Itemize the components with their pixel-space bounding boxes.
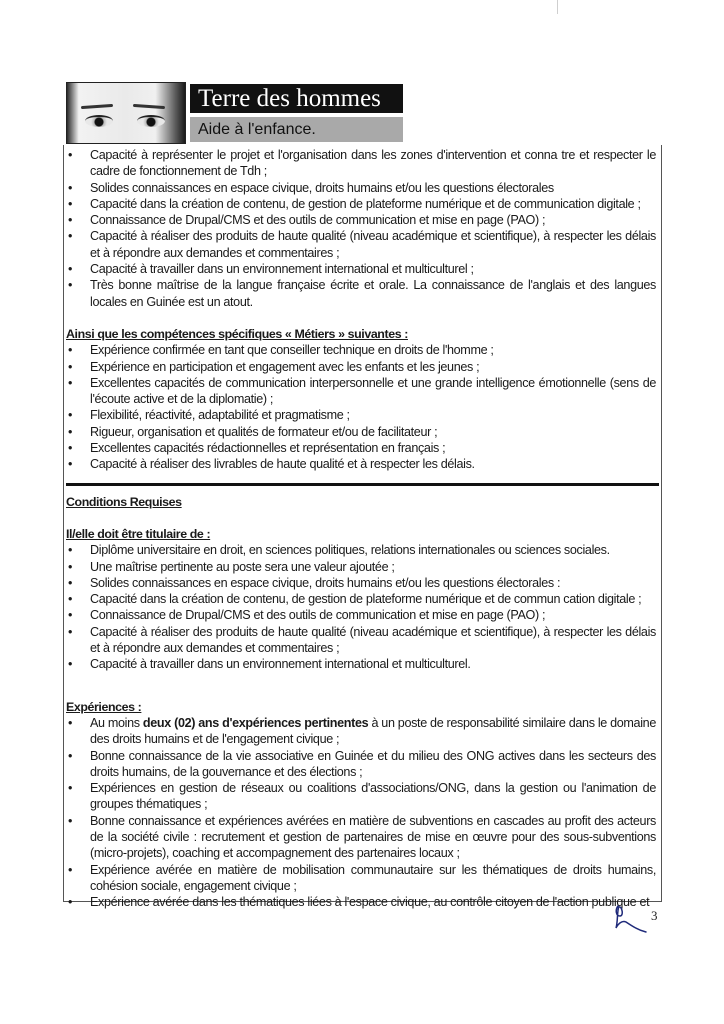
intro-skills-list <box>66 147 656 310</box>
list-item: • Très bonne maîtrise de la langue française écrite et orale. La connaissance de l'anglais et des langues locales en Guinée est un atout. <box>68 278 656 309</box>
bullet-icon: • <box>68 180 73 195</box>
list-item: • Connaissance de Drupal/CMS et des outils de communication et mise en page (PAO) ; <box>68 213 546 228</box>
list-item: • Capacité à réaliser des produits de haute qualité (niveau académique et scientifique), à respecter les délais et à répondre aux demandes et commentaires ; <box>68 624 656 656</box>
list-item: • Connaissance de Drupal/CMS et des outils de communication et mise en page (PAO) ; <box>68 608 546 623</box>
experiences-heading: Expériences : <box>66 699 142 714</box>
list-item: • Bonne connaissance de la vie associative en Guinée et du milieu des ONG actives dans les secteurs des droits humains, de la gouvernance et des élections ; <box>68 748 656 779</box>
list-item: • Capacité à travailler dans un environnement international et multiculturel. <box>68 657 471 672</box>
emphasis-text: deux (02) ans d'expériences pertinentes <box>142 715 369 730</box>
page-number: 3 <box>651 908 658 923</box>
list-item: • Expérience en participation et engagement avec les enfants et les jeunes ; <box>68 359 480 374</box>
bullet-icon: • <box>68 862 73 877</box>
list-item: • Flexibilité, réactivité, adaptabilité et pragmatisme ; <box>68 408 350 423</box>
conditions-heading: Conditions Requises <box>66 494 182 509</box>
list-item: • Capacité dans la création de contenu, de gestion de plateforme numérique et de commun cation digitale ; <box>68 592 642 607</box>
conditions-list <box>66 542 656 672</box>
list-item: • Expérience avérée dans les thématiques liées à l'espace civique, au contrôle citoyen de l'action publique et <box>68 895 650 910</box>
bullet-icon: • <box>68 441 73 456</box>
list-item: • Rigueur, organisation et qualités de formateur et/ou de facilitateur ; <box>68 424 438 439</box>
section-divider <box>66 483 659 486</box>
bullet-icon: • <box>68 715 73 730</box>
list-item: • Capacité à réaliser des produits de haute qualité (niveau académique et scientifique), à respecter les délais et à répondre aux demandes et commentaires ; <box>68 229 656 260</box>
bullet-icon: • <box>68 781 73 796</box>
list-item: • Expérience avérée en matière de mobilisation communautaire sur les thématiques de droits humains, cohésion sociale, engagement civique ; <box>68 862 656 893</box>
metiers-skills-list <box>66 342 656 472</box>
bullet-icon: • <box>68 359 73 374</box>
eyes-photo <box>66 82 186 144</box>
bullet-icon: • <box>68 262 73 277</box>
tdh-logo <box>66 82 406 145</box>
bullet-icon: • <box>68 424 73 439</box>
list-item: • Capacité à représenter le projet et l'organisation dans les zones d'intervention et conna tre et respecter le cadre de fonctionnement de Tdh ; <box>68 148 656 179</box>
list-item: • Capacité à travailler dans un environnement international et multiculturel ; <box>68 262 474 277</box>
bullet-icon: • <box>68 895 73 910</box>
bullet-icon: • <box>68 813 73 828</box>
experiences-list <box>66 715 656 911</box>
bullet-icon: • <box>68 375 73 390</box>
list-item: • Excellentes capacités de communication interpersonnelle et une grande intelligence émotionnelle (sens de l'écoute active et de la diplomatie) ; <box>68 375 656 407</box>
metiers-heading: Ainsi que les compétences spécifiques « Métiers » suivantes : <box>66 326 408 341</box>
spacer <box>66 673 656 699</box>
bullet-icon: • <box>68 196 73 211</box>
list-item: • Expérience confirmée en tant que conseiller technique en droits de l'homme ; <box>68 343 494 358</box>
document-body <box>66 147 656 910</box>
bullet-icon: • <box>68 748 73 763</box>
list-item: • Solides connaissances en espace civique, droits humains et/ou les questions électorales : <box>68 575 561 590</box>
bullet-icon: • <box>68 278 73 293</box>
list-item: • Capacité dans la création de contenu, de gestion de plateforme numérique et de communication digitale ; <box>68 196 641 211</box>
list-item: • Solides connaissances en espace civique, droits humains et/ou les questions électorales <box>68 180 554 195</box>
list-item: • Au moins deux (02) ans d'expériences pertinentes à un poste de responsabilité similaire dans le domaine des droits humains et de l'engagement civique ; <box>68 715 656 747</box>
logo-subtitle: Aide à l'enfance. <box>190 117 403 142</box>
eye-right <box>137 115 165 127</box>
bullet-icon: • <box>68 575 73 590</box>
eyebrow-left <box>81 104 113 109</box>
bullet-icon: • <box>68 148 73 162</box>
bullet-icon: • <box>68 408 73 423</box>
list-item: • Diplôme universitaire en droit, en sciences politiques, relations internationales ou sciences sociales. <box>68 543 610 558</box>
eye-left <box>85 115 113 127</box>
bullet-icon: • <box>68 213 73 228</box>
bullet-icon: • <box>68 543 73 558</box>
list-item: • Une maîtrise pertinente au poste sera une valeur ajoutée ; <box>68 559 395 574</box>
bullet-icon: • <box>68 559 73 574</box>
list-item: • Capacité à réaliser des livrables de haute qualité et à respecter les délais. <box>68 457 475 472</box>
list-item: • Expériences en gestion de réseaux ou coalitions d'associations/ONG, dans la gestion ou l'animation de groupes thématiques ; <box>68 781 656 812</box>
spacer <box>66 510 656 526</box>
bullet-icon: • <box>68 229 73 244</box>
conditions-subheading: Il/elle doit être titulaire de : <box>66 526 211 541</box>
bullet-icon: • <box>68 457 73 472</box>
logo-title: Terre des hommes <box>190 84 403 113</box>
bullet-icon: • <box>68 657 73 672</box>
eyebrow-right <box>133 104 165 109</box>
bullet-icon: • <box>68 608 73 623</box>
bullet-icon: • <box>68 592 73 607</box>
bullet-icon: • <box>68 624 73 639</box>
spacer <box>66 310 656 326</box>
scan-artifact-line <box>557 0 558 14</box>
list-item: • Bonne connaissance et expériences avérées en matière de subventions en cascades au profit des acteurs de la société civile : recrutement et gestion de partenaires de mise en œuvre pour des sous-subventions (micro-projets), coaching et accompagnement des partenaires locaux ; <box>68 813 656 861</box>
list-item: • Excellentes capacités rédactionnelles et représentation en français ; <box>68 441 446 456</box>
bullet-icon: • <box>68 343 73 358</box>
